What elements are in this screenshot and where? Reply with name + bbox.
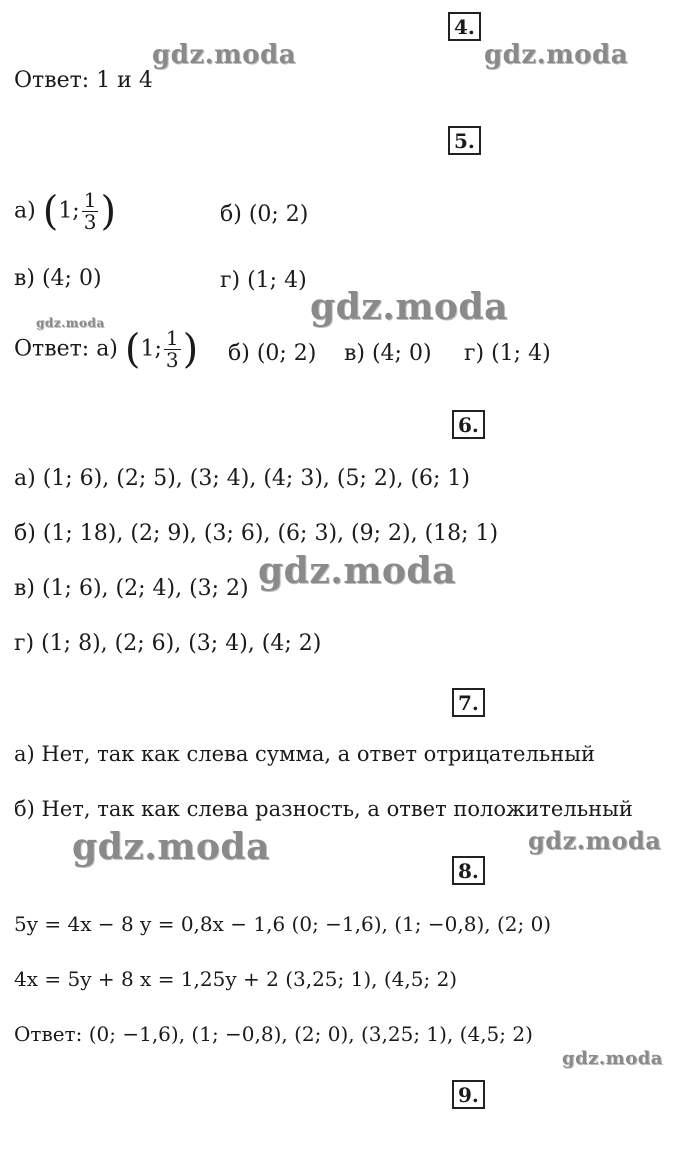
task5-a-label: а) bbox=[14, 198, 36, 224]
task5-b: б) (0; 2) bbox=[220, 202, 309, 227]
task5-answer-g: г) (1; 4) bbox=[464, 341, 551, 366]
watermark: gdz.moda bbox=[258, 550, 456, 592]
task8-line-2: 4x = 5y + 8 x = 1,25y + 2 (3,25; 1), (4,5; 2) bbox=[14, 967, 458, 991]
task5-a-int: 1; bbox=[58, 198, 80, 224]
task8-answer: Ответ: (0; −1,6), (1; −0,8), (2; 0), (3,25; 1), (4,5; 2) bbox=[14, 1022, 533, 1046]
task-number-5: 5. bbox=[448, 126, 481, 155]
watermark: gdz.moda bbox=[528, 826, 662, 855]
watermark: gdz.moda bbox=[562, 1048, 663, 1069]
fraction: $\frac{1}{3}$ bbox=[165, 326, 179, 372]
task-number-7: 7. bbox=[452, 688, 485, 717]
task5-answer-v: в) (4; 0) bbox=[344, 341, 432, 366]
watermark: gdz.moda bbox=[310, 286, 508, 328]
task7-line-a: а) Нет, так как слева сумма, а ответ отрицательный bbox=[14, 742, 595, 766]
task6-line-g: г) (1; 8), (2; 6), (3; 4), (4; 2) bbox=[14, 631, 322, 656]
watermark: gdz.moda bbox=[484, 40, 629, 70]
watermark: gdz.moda bbox=[152, 40, 297, 70]
task7-line-b: б) Нет, так как слева разность, а ответ положительный bbox=[14, 797, 633, 821]
task5-answer: Ответ: а) (1; $\frac{1}{3}$ ) bbox=[14, 326, 199, 373]
task6-line-a: а) (1; 6), (2; 5), (3; 4), (4; 3), (5; 2), (6; 1) bbox=[14, 466, 471, 491]
watermark: gdz.moda bbox=[72, 826, 270, 868]
task5-answer-label: Ответ: а) bbox=[14, 336, 118, 362]
task5-answer-b: б) (0; 2) bbox=[228, 341, 317, 366]
task4-answer: Ответ: 1 и 4 bbox=[14, 68, 153, 93]
task-number-9: 9. bbox=[452, 1080, 485, 1109]
task-number-4: 4. bbox=[448, 12, 481, 41]
task5-a: а) (1; $\frac{1}{3}$ ) bbox=[14, 188, 117, 235]
task6-line-v: в) (1; 6), (2; 4), (3; 2) bbox=[14, 576, 249, 601]
task8-line-1: 5y = 4x − 8 y = 0,8x − 1,6 (0; −1,6), (1; −0,8), (2; 0) bbox=[14, 912, 552, 936]
task5-v: в) (4; 0) bbox=[14, 266, 102, 291]
watermark: gdz.moda bbox=[36, 316, 105, 330]
task-number-6: 6. bbox=[452, 410, 485, 439]
task6-line-b: б) (1; 18), (2; 9), (3; 6), (6; 3), (9; 2), (18; 1) bbox=[14, 521, 499, 546]
task5-g: г) (1; 4) bbox=[220, 268, 307, 293]
task-number-8: 8. bbox=[452, 856, 485, 885]
fraction: $\frac{1}{3}$ bbox=[83, 188, 97, 234]
